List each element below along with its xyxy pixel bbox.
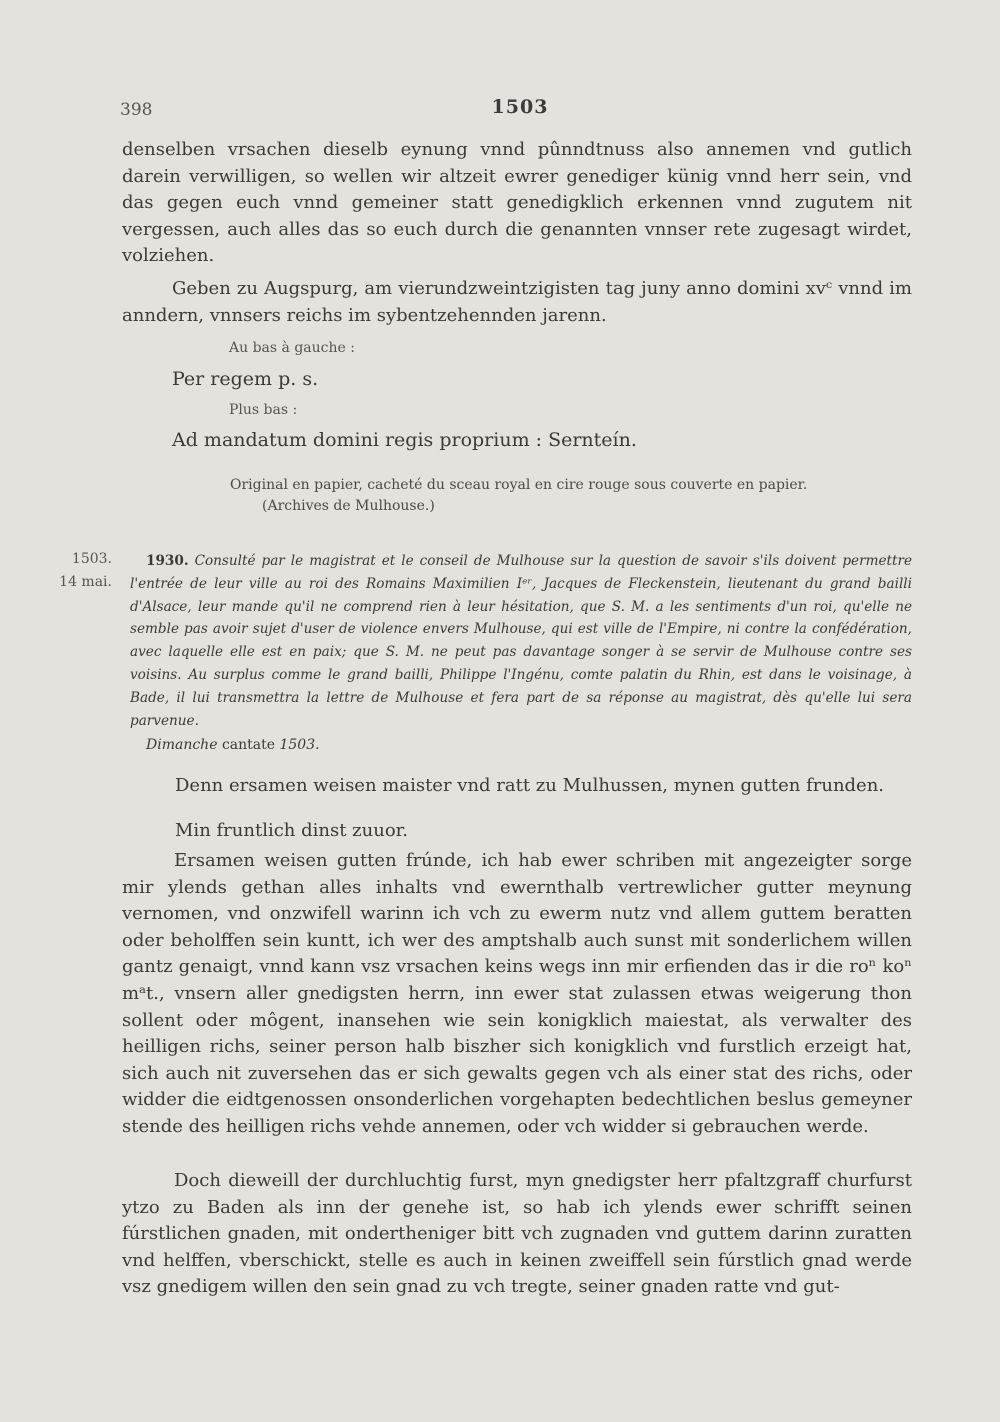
summary-text: Consulté par le magistrat et le conseil de Mulhouse sur la question de savoir s'ils doivent permettre l'entrée de leur ville au roi des Romains Maximilien Iᵉʳ, Jacques de Fleckenstein, lieutenant du grand bailli d'Alsace, leur mande qu'il ne comprend rien à leur hésitation, que S. M. a les sentiments d'un roi, qu'elle ne semble pas avoir sujet d'user de violence envers Mulhouse, qui est ville de l'Empire, ni contre la confédération, avec laquelle elle est en paix; que S. M. ne peut pas davantage songer à se servir de Mulhouse contre ses voisins. Au surplus comme le grand bailli, Philippe l'Ingénu, comte palatin du Rhin, est dans le voisinage, à Bade, il lui transmettra la lettre de Mulhouse et fera part de sa réponse au magistrat, dès qu'elle lui sera parvenue.: [130, 553, 912, 729]
margin-date: [52, 548, 112, 594]
signature-per-regem: Per regem p. s.: [172, 368, 319, 390]
page-number: 398: [120, 100, 153, 120]
paragraph-dating: Geben zu Augspurg, am vierundzweintzigisten tag juny anno domini xvᶜ vnnd im anndern, vnnsers reichs im sybentzehennden jarenn.: [122, 278, 912, 326]
archival-note: Original en papier, cacheté du sceau royal en cire rouge sous couverte en papier.: [230, 477, 808, 493]
letter-paragraph-1: Ersamen weisen gutten frúnde, ich hab ewer schriben mit angezeigter sorge mir ylends gethan alles inhalts vnd ewernthalb vertrewlicher gutter meynung vernomen, vnd onzwifell warinn ich vch zu ewerm nutz vnd allem guttem beratten oder beholffen sein kuntt, ich wer des amptshalb auch sunst mit sonderlichem willen gantz genaigt, vnnd kann vsz vrsachen keins wegs inn mir erfienden das ir die roⁿ koⁿ mᵃt., vnsern aller gnedigsten herrn, inn ewer stat zulassen etwas weigerung thon sollent oder môgent, inansehen wie sein konigklich maiestat, als verwalter des heilligen richs, seiner person halb biszher sich konigklich vnd furstlich erzeigt hat, sich auch nit zuversehen das er sich gewalts gegen vch als einer stat des richs, oder widder die eidtgenossen onsonderlichen vorgehapten bedechtlichen beslus gemeyner stende des heilligen richs vehde annemen, oder vch widder si gebrauchen werde.: [122, 850, 912, 1137]
page-header: [0, 96, 1000, 126]
dateline-year: 1503.: [279, 737, 320, 753]
letter-paragraph-2: Doch dieweill der durchluchtig furst, myn gnedigster herr pfaltzgraff churfurst ytzo zu Baden als inn der genehe ist, so hab ich ylends ewer schrifft seinen fúrstlichen gnaden, mit ondertheniger bitt vch zugnaden vnd guttem darinn zuratten vnd helffen, vberschickt, stelle es auch in keinen zweiffell sein fúrstlich gnad werde vsz gnedigem willen den sein gnad zu vch tregte, seiner gnaden ratte vnd gut-: [122, 1170, 912, 1298]
document-summary: [130, 550, 912, 732]
running-head-year: 1503: [491, 96, 549, 118]
document-number: 1930.: [146, 553, 189, 569]
dateline: [146, 737, 320, 753]
margin-year: 1503.: [71, 551, 112, 567]
letter-greeting: Min fruntlich dinst zuuor.: [175, 820, 409, 841]
dateline-feast: cantate: [221, 737, 276, 753]
label-lower: Plus bas :: [229, 402, 298, 418]
label-bottom-left: Au bas à gauche :: [229, 340, 355, 356]
margin-day: 14 mai.: [59, 574, 112, 590]
signature-ad-mandatum: Ad mandatum domini regis proprium : Sernteín.: [172, 429, 637, 451]
letter-address: Denn ersamen weisen maister vnd ratt zu Mulhussen, mynen gutten frunden.: [175, 775, 885, 796]
paragraph-continuation: denselben vrsachen dieselb eynung vnnd pûnndtnuss also annemen vnd gutlich darein verwilligen, so wellen wir altzeit ewrer genediger künig vnnd herr sein, vnd das gegen euch vnnd gemeiner statt genedigklich erkennen vnnd zugutem nit vergessen, auch alles das so euch durch die genannten vnnser rete zugesagt wirdet, volziehen.: [122, 139, 912, 267]
archival-source: (Archives de Mulhouse.): [262, 498, 435, 514]
dateline-day: Dimanche: [146, 737, 218, 753]
